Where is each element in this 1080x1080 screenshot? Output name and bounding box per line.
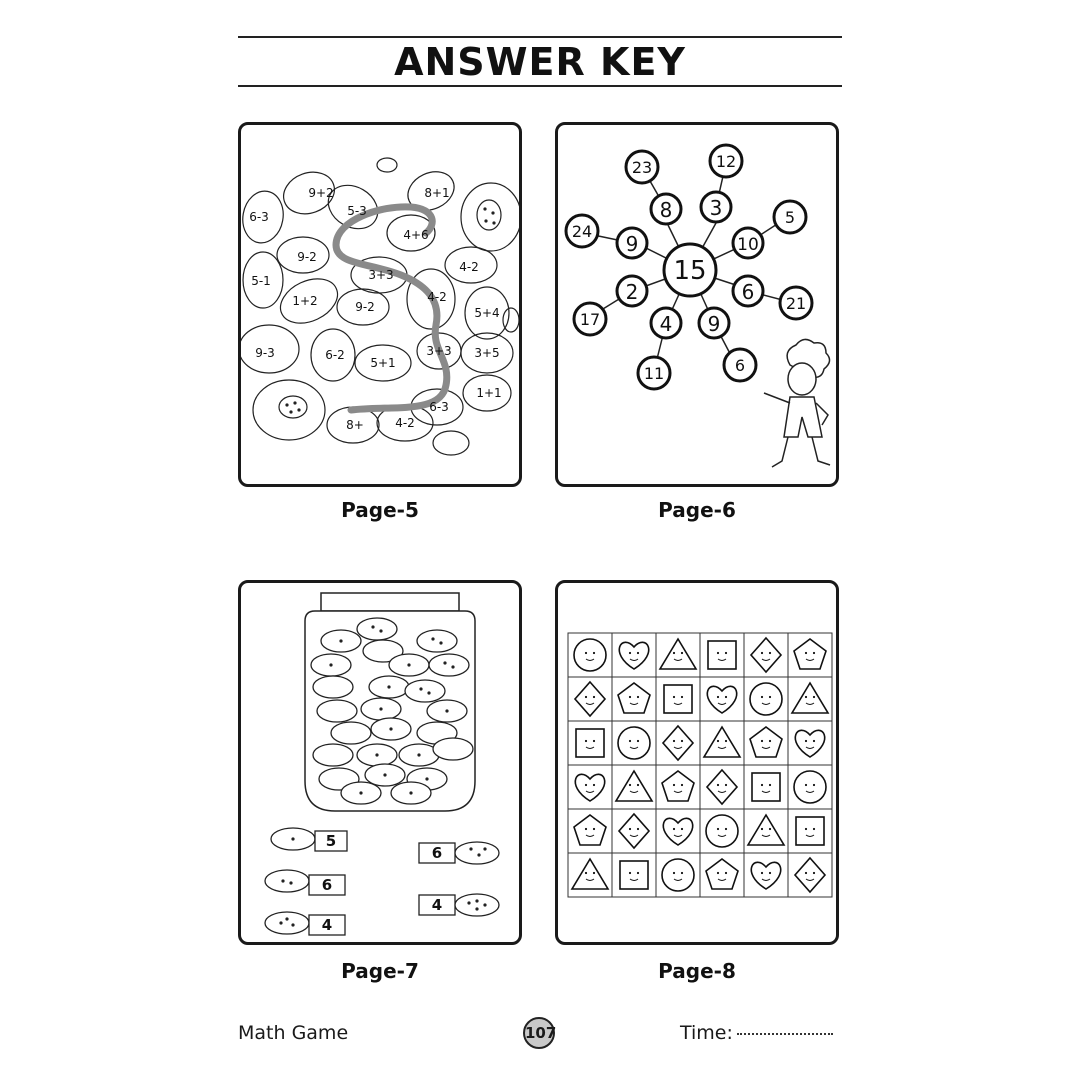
inner-number: 8: [659, 198, 673, 222]
caption-page-6: Page-6: [658, 498, 736, 522]
square-shape: [708, 641, 736, 669]
square-shape: [752, 773, 780, 801]
leaf-label: 1+1: [476, 386, 502, 400]
page-number-badge: 107: [523, 1017, 555, 1049]
leaf-label: 3+3: [368, 268, 394, 282]
leaf-label: 6-3: [249, 210, 269, 224]
inner-number: 4: [659, 312, 673, 336]
leaf-label: 6-2: [325, 348, 345, 362]
leaf-label: 4-2: [395, 416, 415, 430]
leaf-label: 3+5: [474, 346, 500, 360]
outer-number: 23: [631, 158, 653, 177]
outer-number: 24: [571, 222, 593, 241]
time-blank-line: [737, 1033, 833, 1035]
cookie-count: 4: [321, 916, 333, 934]
leaf-label: 4+6: [403, 228, 429, 242]
outer-number: 12: [715, 152, 737, 171]
panel-page-6: [555, 122, 839, 487]
number-flower-illustration: [558, 125, 839, 487]
inner-number: 3: [709, 196, 723, 220]
caption-page-7: Page-7: [341, 959, 419, 983]
outer-number: 11: [643, 364, 665, 383]
inner-number: 9: [707, 312, 721, 336]
inner-number: 6: [741, 280, 755, 304]
circle-shape: [618, 727, 650, 759]
leaf-label: 5-1: [251, 274, 271, 288]
square-shape: [796, 817, 824, 845]
circle-shape: [750, 683, 782, 715]
cookie-count: 6: [431, 844, 443, 862]
panel-page-8: [555, 580, 839, 945]
leaf-label: 4-2: [427, 290, 447, 304]
caption-page-8: Page-8: [658, 959, 736, 983]
leaf-label: 1+2: [292, 294, 318, 308]
footer-time-field: [680, 1022, 833, 1044]
inner-number: 9: [625, 232, 639, 256]
circle-shape: [794, 771, 826, 803]
leaf-label: 9-2: [355, 300, 375, 314]
square-shape: [664, 685, 692, 713]
caption-page-5: Page-5: [341, 498, 419, 522]
inner-number: 10: [737, 235, 759, 255]
leaf-label: 9-2: [297, 250, 317, 264]
flower-center-number: 15: [673, 256, 707, 286]
outer-number: 21: [785, 294, 807, 313]
circle-shape: [706, 815, 738, 847]
boy-illustration: [764, 339, 830, 467]
square-shape: [576, 729, 604, 757]
cookie-count: 6: [321, 876, 333, 894]
title-underline: [238, 85, 842, 87]
cookie-count: 4: [431, 896, 443, 914]
cookie-count: 5: [325, 832, 337, 850]
panel-page-7: [238, 580, 522, 945]
time-label: Time:: [680, 1022, 733, 1044]
circle-shape: [662, 859, 694, 891]
leaf-label: 6-3: [429, 400, 449, 414]
outer-number: 5: [784, 208, 796, 227]
shape-grid-illustration: [558, 583, 839, 945]
inner-number: 2: [625, 280, 639, 304]
footer-book-title: Math Game: [238, 1022, 349, 1044]
leaf-label: 5-3: [347, 204, 367, 218]
square-shape: [620, 861, 648, 889]
leaf-label: 9+2: [308, 186, 334, 200]
leaf-label: 5+1: [370, 356, 396, 370]
leaf-label: 9-3: [255, 346, 275, 360]
leaf-label: 8+: [346, 418, 364, 432]
circle-shape: [574, 639, 606, 671]
leaf-maze-illustration: [241, 125, 522, 487]
panel-page-5: [238, 122, 522, 487]
leaf-label: 5+4: [474, 306, 500, 320]
leaf-label: 3+3: [426, 344, 452, 358]
top-rule: [238, 36, 842, 38]
leaf-label: 8+1: [424, 186, 450, 200]
page-title: ANSWER KEY: [394, 40, 686, 84]
outer-number: 17: [579, 310, 601, 329]
cookie-jar-illustration: [241, 583, 522, 945]
leaf-label: 4-2: [459, 260, 479, 274]
outer-number: 6: [734, 356, 746, 375]
